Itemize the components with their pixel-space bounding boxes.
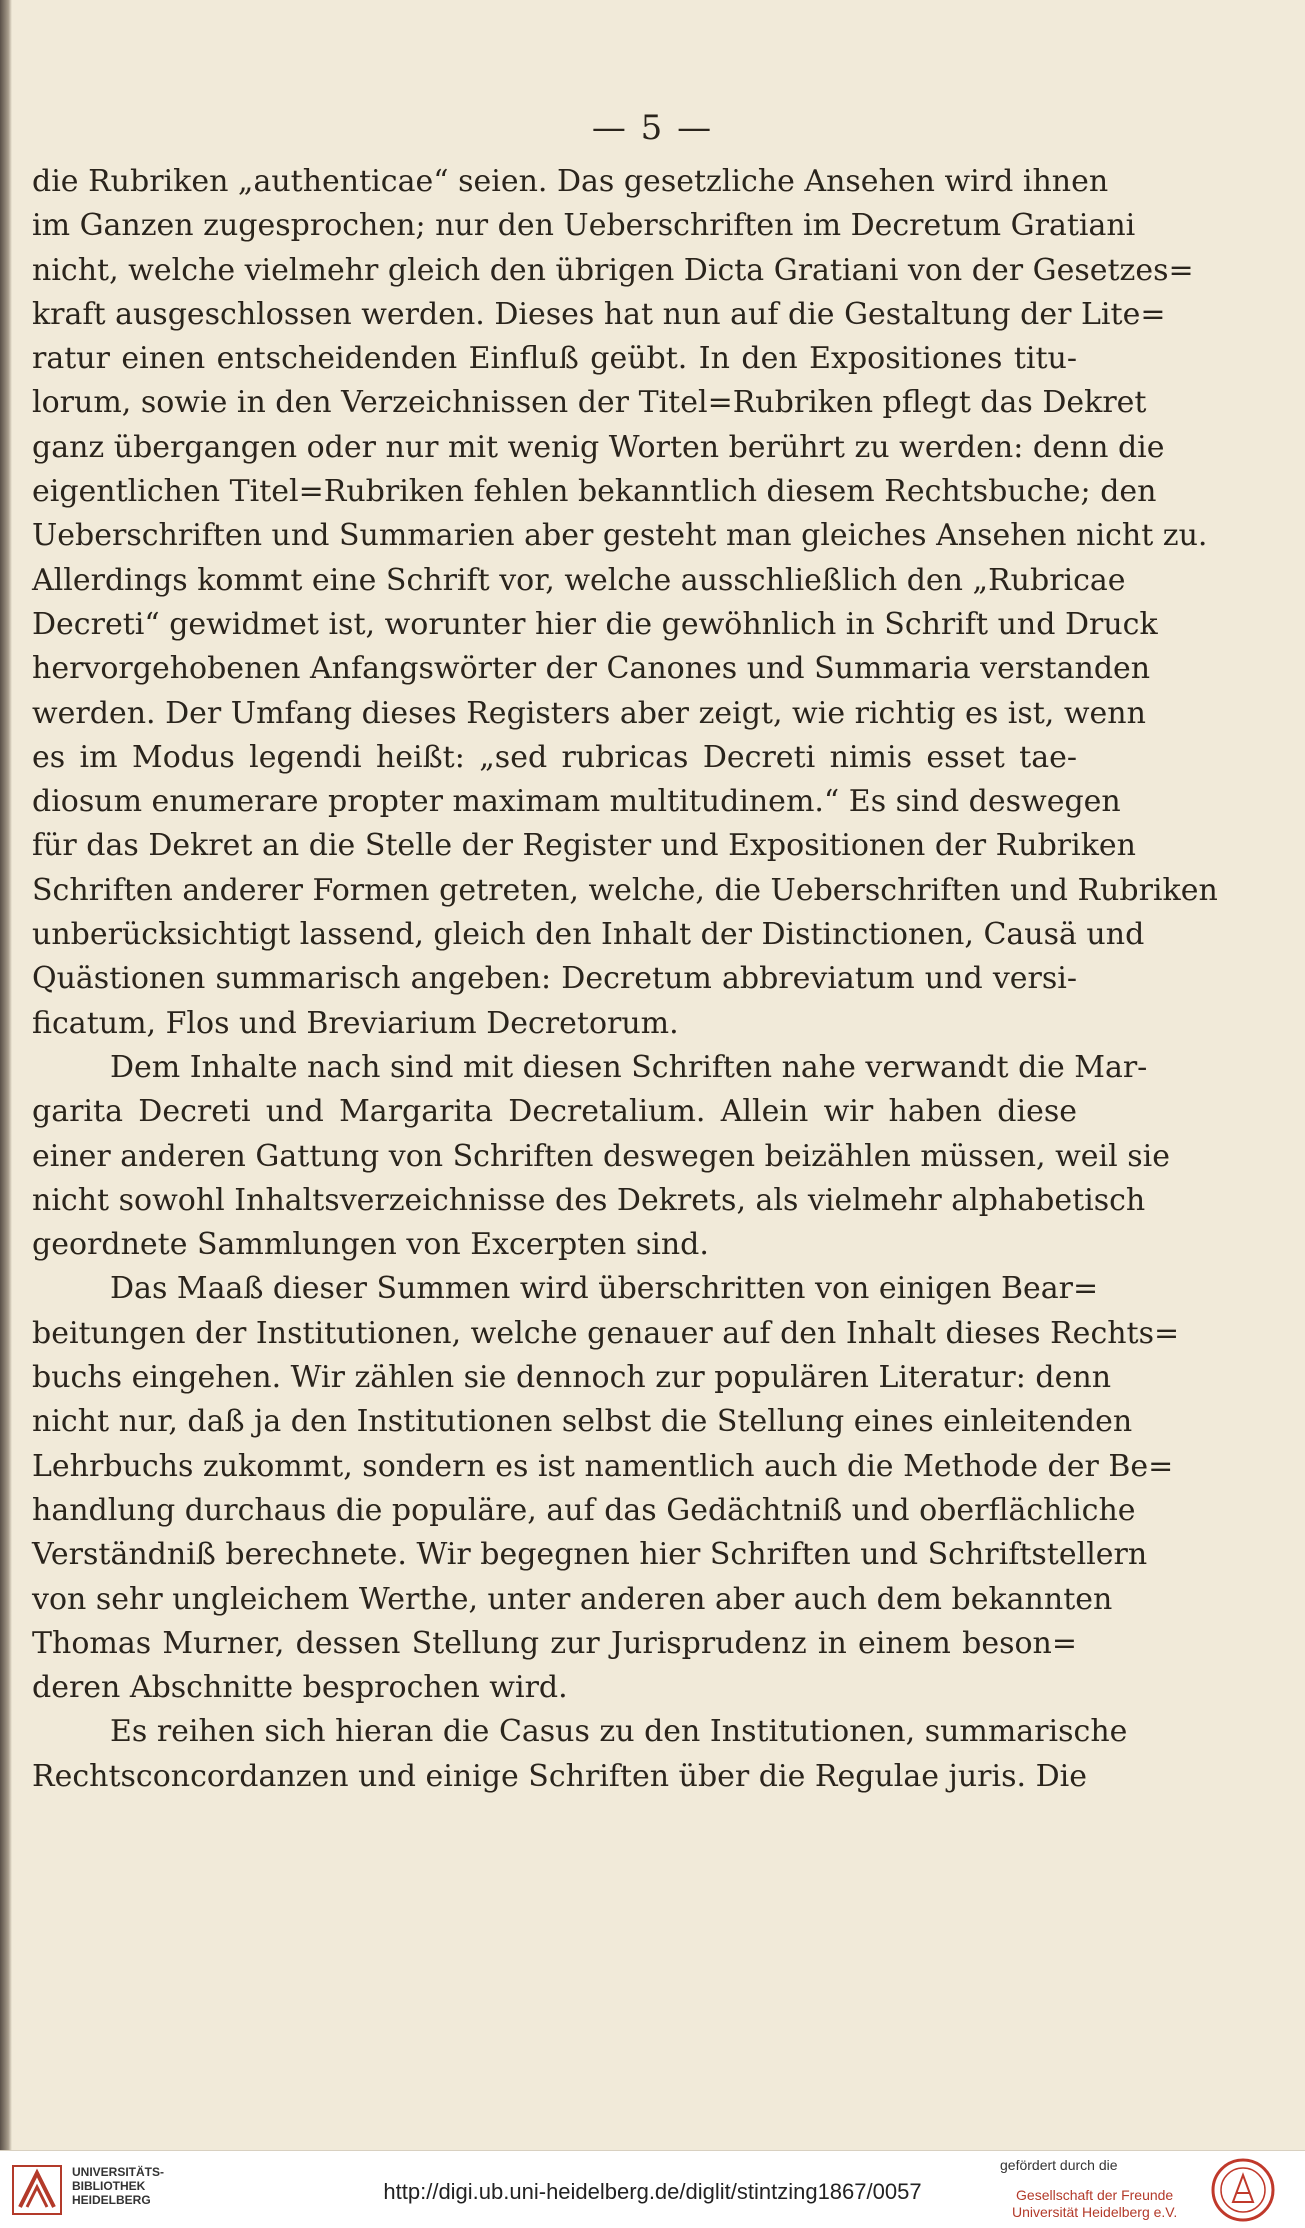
text-line: Lehrbuchs zukommt, sondern es ist namentlich auch die Methode der Be= [32, 1448, 1174, 1484]
text-line: hervorgehobenen Anfangswörter der Canones und Summaria verstanden [32, 651, 1151, 687]
text-line: buchs eingehen. Wir zählen sie dennoch zur populären Literatur: denn [32, 1360, 1112, 1396]
text-line: ratur einen entscheidenden Einfluß geübt. In den Expositiones titu- [32, 341, 1077, 377]
text-line: Es reihen sich hieran die Casus zu den Institutionen, summarische [110, 1714, 1128, 1750]
paragraph [32, 160, 1218, 1046]
text-line: nicht nur, daß ja den Institutionen selbst die Stellung eines einleitenden [32, 1404, 1133, 1440]
text-line: Allerdings kommt eine Schrift vor, welche ausschließlich den „Rubricae [32, 562, 1126, 598]
text-line: es im Modus legendi heißt: „sed rubricas Decreti nimis esset tae- [32, 739, 1077, 775]
text-line: für das Dekret an die Stelle der Register und Expositionen der Rubriken [32, 828, 1136, 864]
text-line: eigentlichen Titel=Rubriken fehlen bekanntlich diesem Rechtsbuche; den [32, 474, 1157, 510]
text-line: werden. Der Umfang dieses Registers aber zeigt, wie richtig es ist, wenn [32, 695, 1146, 731]
text-line: Schriften anderer Formen getreten, welche, die Ueberschriften und Rubriken [32, 872, 1218, 908]
library-name-line: BIBLIOTHEK [72, 2179, 146, 2193]
text-line: garita Decreti und Margarita Decretalium. Allein wir haben diese [32, 1094, 1077, 1130]
text-line: einer anderen Gattung von Schriften deswegen beizählen müssen, weil sie [32, 1138, 1170, 1174]
text-line: geordnete Sammlungen von Excerpten sind. [32, 1227, 709, 1263]
text-line: Thomas Murner, dessen Stellung zur Jurisprudenz in einem beson= [32, 1625, 1077, 1661]
paragraph [32, 1267, 1180, 1710]
text-line: Das Maaß dieser Summen wird überschritten von einigen Bear= [110, 1271, 1099, 1307]
sponsor-name-line: Universität Heidelberg e.V. [1012, 2204, 1178, 2220]
text-line: nicht sowohl Inhaltsverzeichnisse des Dekrets, als vielmehr alphabetisch [32, 1182, 1146, 1218]
text-line: kraft ausgeschlossen werden. Dieses hat nun auf die Gestaltung der Lite= [32, 296, 1166, 332]
paragraph [32, 1046, 1170, 1267]
text-line: deren Abschnitte besprochen wird. [32, 1670, 568, 1706]
text-line: Rechtsconcordanzen und einige Schriften über die Regulae juris. Die [32, 1758, 1087, 1794]
text-line: die Rubriken „authenticae“ seien. Das gesetzliche Ansehen wird ihnen [32, 164, 1109, 199]
page-number: — 5 — [591, 108, 714, 148]
text-line: diosum enumerare propter maximam multitudinem.“ Es sind deswegen [32, 784, 1121, 820]
text-line: von sehr ungleichem Werthe, unter anderen aber auch dem bekannten [32, 1581, 1113, 1617]
sponsor-name [1012, 2187, 1177, 2221]
body-text [32, 160, 1218, 1799]
text-line: nicht, welche vielmehr gleich den übrigen Dicta Gratiani von der Gesetzes= [32, 252, 1194, 288]
footer [0, 2150, 1305, 2228]
text-line: handlung durchaus die populäre, auf das Gedächtniß und oberflächliche [32, 1492, 1136, 1528]
sponsor-name-line: Gesellschaft der Freunde [1016, 2187, 1174, 2203]
text-line: beitungen der Institutionen, welche genauer auf den Inhalt dieses Rechts= [32, 1315, 1180, 1351]
text-line: Decreti“ gewidmet ist, worunter hier die gewöhnlich in Schrift und Druck [32, 606, 1158, 642]
sponsor-label: gefördert durch die [1000, 2157, 1118, 2173]
text-line: Verständniß berechnete. Wir begegnen hier Schriften und Schriftstellern [32, 1537, 1148, 1573]
text-line: ganz übergangen oder nur mit wenig Worten berührt zu werden: denn die [32, 429, 1165, 465]
university-seal-icon [1198, 2157, 1288, 2223]
text-line: Dem Inhalte nach sind mit diesen Schriften nahe verwandt die Mar- [110, 1049, 1148, 1085]
source-url-link[interactable]: http://digi.ub.uni-heidelberg.de/diglit/stintzing1867/0057 [383, 2179, 922, 2204]
library-name-line: HEIDELBERG [72, 2193, 151, 2207]
paragraph [32, 1710, 1128, 1799]
text-line: Ueberschriften und Summarien aber gesteht man gleiches Ansehen nicht zu. [32, 518, 1208, 554]
text-line: lorum, sowie in den Verzeichnissen der Titel=Rubriken pflegt das Dekret [32, 385, 1147, 421]
text-line: Quästionen summarisch angeben: Decretum abbreviatum und versi- [32, 961, 1077, 997]
text-line: im Ganzen zugesprochen; nur den Ueberschriften im Decretum Gratiani [32, 208, 1136, 244]
library-name-line: UNIVERSITÄTS- [72, 2165, 165, 2179]
text-line: unberücksichtigt lassend, gleich den Inhalt der Distinctionen, Causä und [32, 917, 1145, 953]
text-line: ficatum, Flos und Breviarium Decretorum. [32, 1005, 679, 1041]
book-spine-shadow [0, 0, 12, 2150]
